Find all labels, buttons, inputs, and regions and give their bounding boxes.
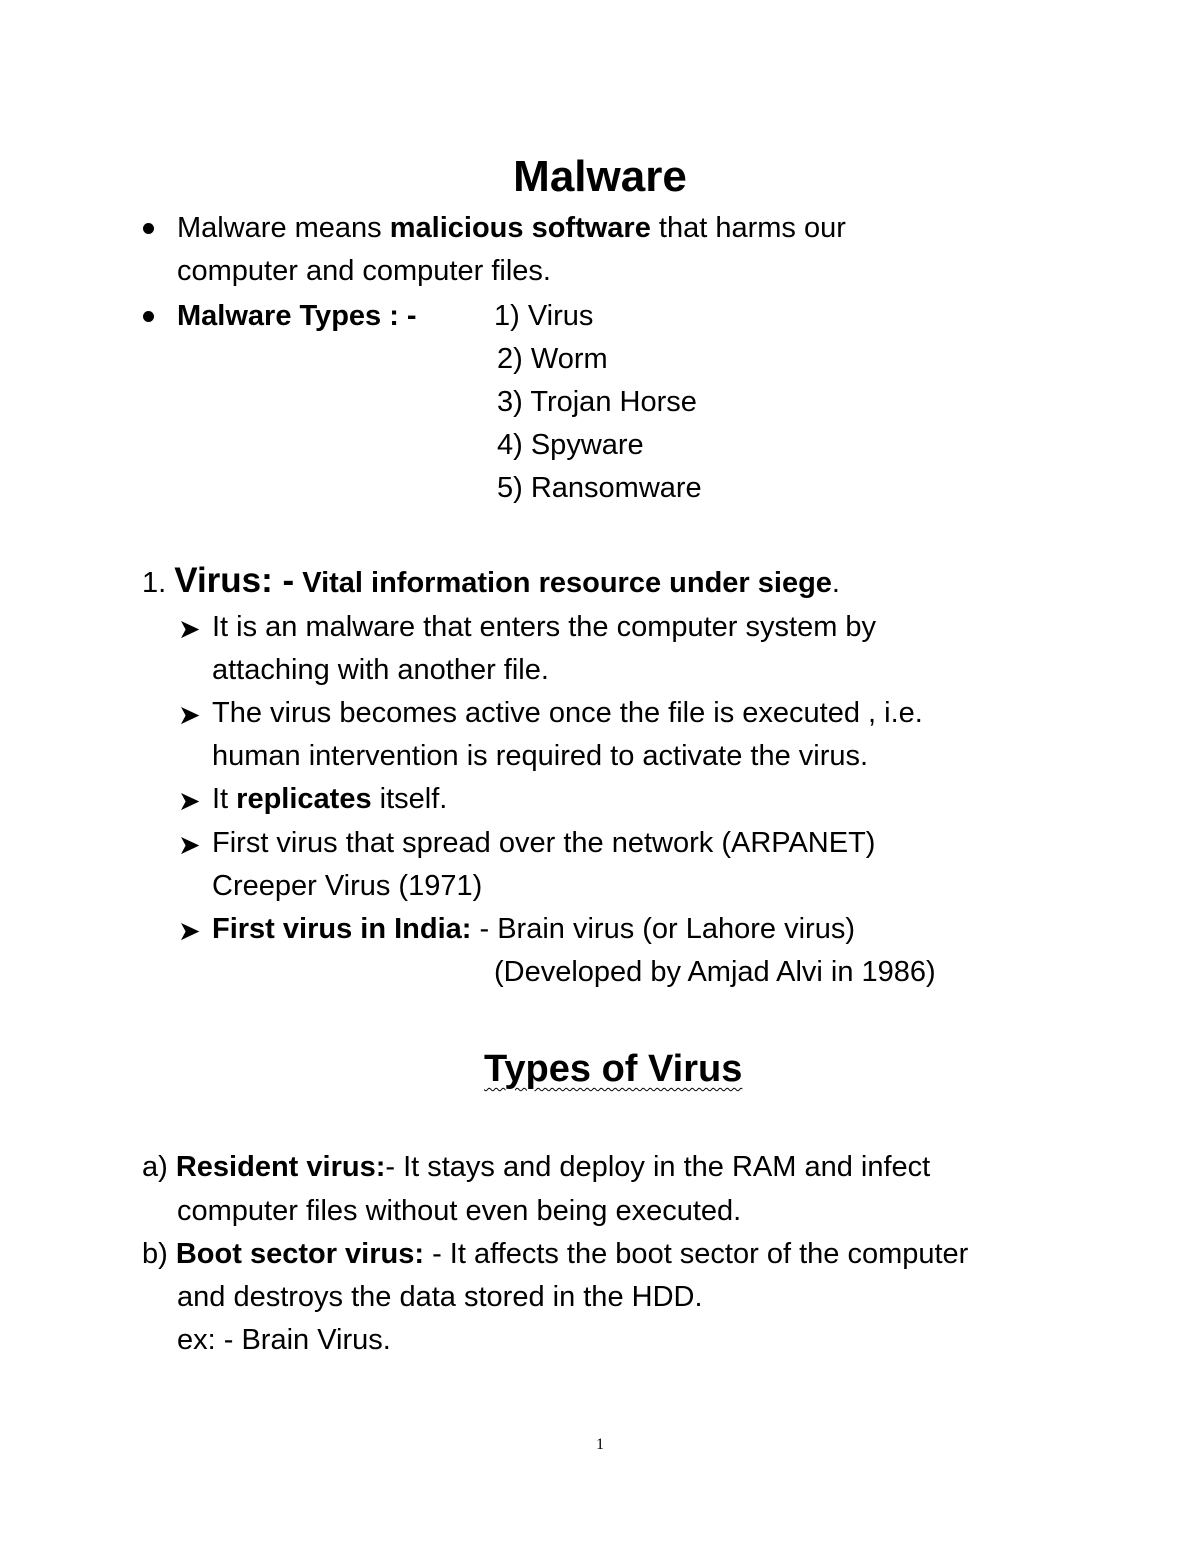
arrow-bullet-icon: ➤: [178, 614, 201, 644]
virus-type-b-example: ex: - Brain Virus.: [177, 1324, 391, 1356]
intro-line-1: Malware means malicious software that harms our: [177, 212, 846, 244]
malware-type-item: 3) Trojan Horse: [497, 386, 697, 418]
malware-type-item: 5) Ransomware: [497, 472, 702, 504]
arrow-bullet-icon: ➤: [178, 700, 201, 730]
arrow-bullet-icon: ➤: [178, 916, 201, 946]
virus-point-1-cont: attaching with another file.: [212, 654, 549, 686]
arrow-bullet-icon: ➤: [178, 830, 201, 860]
arrow-bullet-icon: ➤: [178, 786, 201, 816]
malware-type-item: 2) Worm: [497, 343, 608, 375]
virus-point-4: First virus that spread over the network (ARPANET): [212, 827, 876, 859]
virus-point-2: The virus becomes active once the file is executed , i.e.: [212, 697, 923, 729]
virus-point-2-cont: human intervention is required to activate the virus.: [212, 740, 869, 772]
virus-point-5: First virus in India: - Brain virus (or Lahore virus): [212, 913, 855, 945]
malware-type-item: 1) Virus: [494, 300, 594, 332]
virus-heading: 1. Virus: - Vital information resource under siege.: [142, 561, 840, 600]
virus-type-b: b) Boot sector virus: - It affects the boot sector of the computer: [142, 1238, 969, 1270]
bullet-icon: [143, 311, 154, 322]
virus-type-a-cont: computer files without even being executed.: [177, 1195, 742, 1227]
virus-type-b-cont: and destroys the data stored in the HDD.: [177, 1281, 703, 1313]
types-of-virus-heading: Types of Virus: [484, 1048, 743, 1090]
virus-point-4-cont: Creeper Virus (1971): [212, 870, 483, 902]
malware-types-label: Malware Types : -: [177, 300, 417, 332]
virus-type-a: a) Resident virus:- It stays and deploy in the RAM and infect: [142, 1151, 931, 1183]
page-number: 1: [596, 1436, 604, 1453]
intro-line-2: computer and computer files.: [177, 255, 551, 287]
page-title: Malware: [513, 152, 687, 201]
malware-type-item: 4) Spyware: [497, 429, 644, 461]
bullet-icon: [143, 223, 154, 234]
virus-point-5-cont: (Developed by Amjad Alvi in 1986): [494, 956, 936, 988]
virus-point-1: It is an malware that enters the computer system by: [212, 611, 877, 643]
virus-point-3: It replicates itself.: [212, 783, 448, 815]
